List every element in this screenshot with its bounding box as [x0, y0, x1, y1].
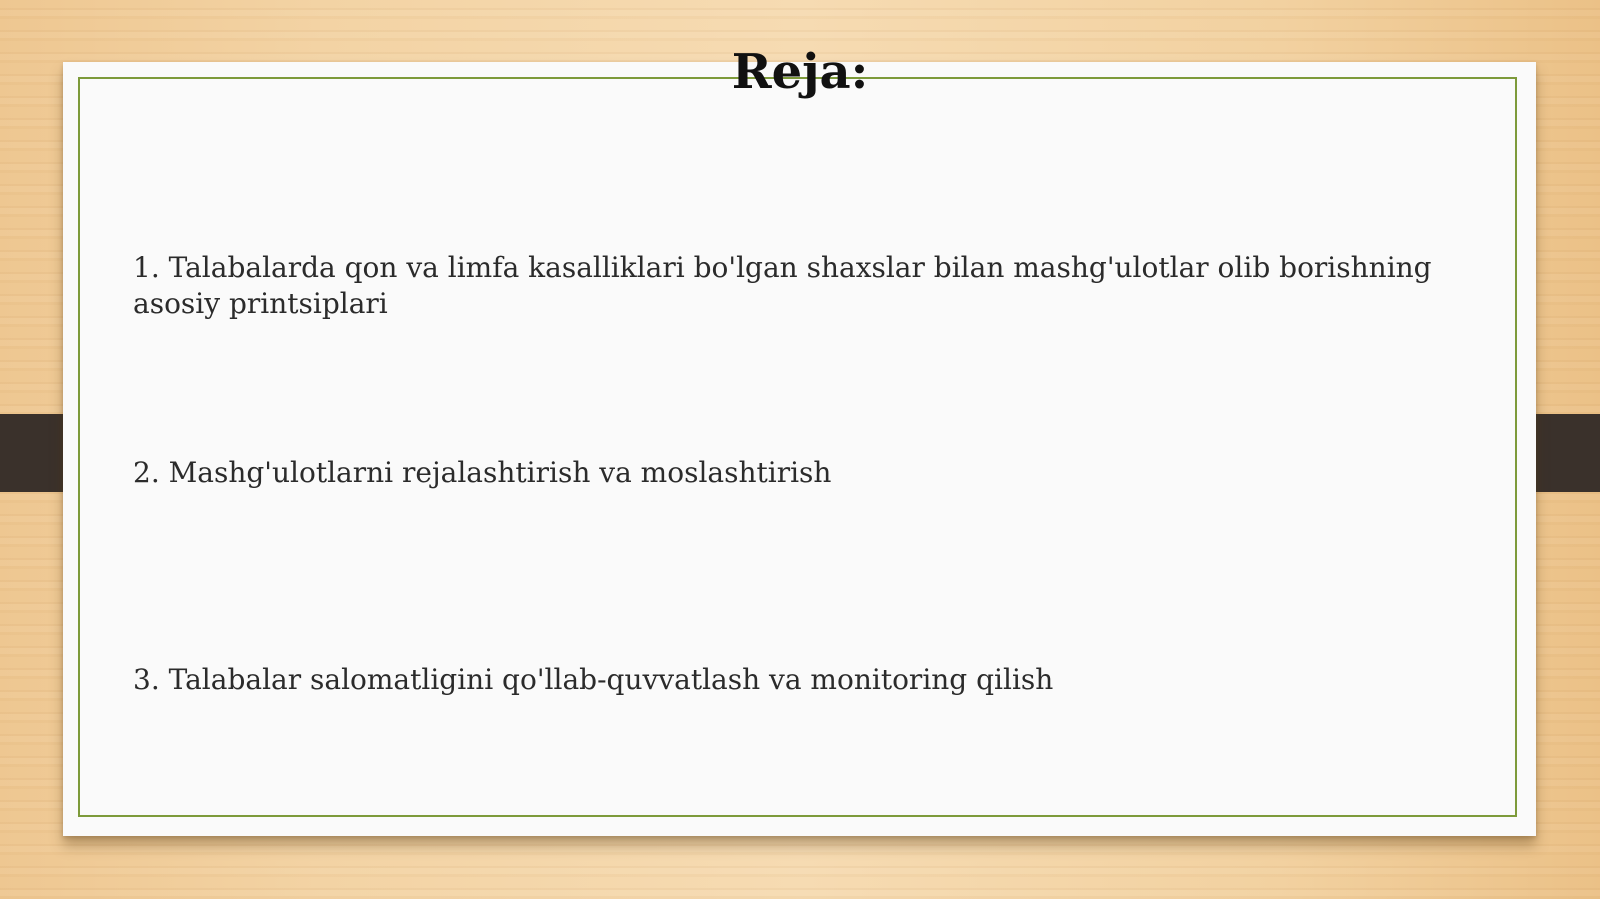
slide-frame-border [78, 77, 1517, 817]
slide-title: Reja: [731, 44, 869, 100]
plan-item-3: 3. Talabalar salomatligini qo'llab-quvvatlash va monitoring qilish [133, 663, 1054, 696]
plan-item-2: 2. Mashg'ulotlarni rejalashtirish va moslashtirish [133, 456, 832, 489]
plan-item-1: 1. Talabalarda qon va limfa kasalliklari bo'lgan shaxslar bilan mashg'ulotlar olib borishning asosiy printsiplari [133, 251, 1432, 320]
slide-paper [63, 62, 1536, 836]
